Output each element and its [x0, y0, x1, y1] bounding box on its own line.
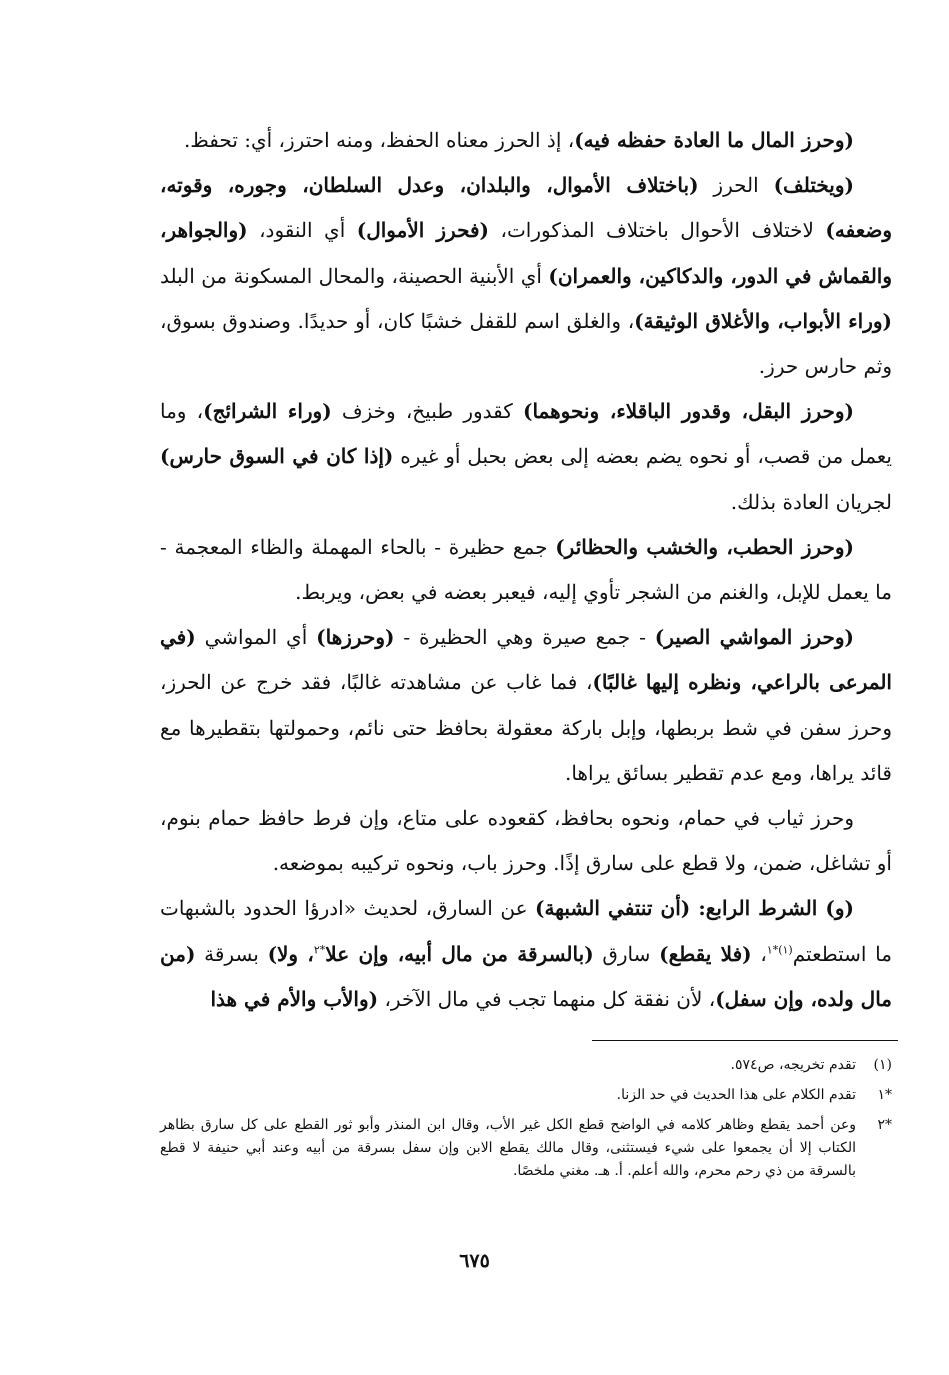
text-run: سارق — [593, 941, 660, 966]
bold-run: (فحرز الأموال) — [356, 218, 490, 243]
bold-run: (و) الشرط الرابع: (أن تنتفي الشبهة) — [535, 896, 854, 921]
text-run: - جمع صيرة وهي الحظيرة - — [394, 625, 655, 650]
footnote-mark: *١ — [877, 1087, 892, 1103]
footnote-marker: *٢ — [313, 943, 326, 956]
text-run: ، وما يعمل من قصب، أو نحوه يضم بعضه إلى بعض بحبل أو غيره — [160, 399, 892, 469]
bold-run: (باختلاف الأموال، والبلدان، وعدل السلطان، وجوره، وقوته، وضعفه) — [160, 173, 893, 243]
paragraph — [160, 615, 892, 796]
footnote — [160, 1054, 892, 1077]
bold-run: (وراء الشرائج) — [203, 399, 332, 424]
paragraph — [160, 163, 892, 389]
bold-run: ، ولا) — [267, 941, 314, 966]
text-run: ، إذ الحرز معناه الحفظ، ومنه احترز، أي: تحفظ. — [183, 128, 575, 152]
bold-run: (وحرز الحطب، والخشب والحظائر) — [555, 534, 854, 559]
text-run: أي المواشي — [195, 625, 317, 650]
text-run: كقدور طبيخ، وخزف — [331, 399, 523, 424]
paragraph — [160, 525, 892, 615]
text-run: لاختلاف الأحوال باختلاف المذكورات، — [489, 218, 826, 243]
paragraph — [160, 389, 892, 525]
bold-run: (ويختلف) — [773, 173, 854, 198]
bold-run: (والأب والأم في هذا — [210, 986, 379, 1011]
text-run: أي النقود، — [247, 218, 357, 243]
footnote — [160, 1114, 892, 1183]
paragraph — [160, 118, 892, 163]
footnote — [160, 1084, 892, 1107]
bold-run: (فلا يقطع) — [659, 941, 752, 966]
bold-run: (وحرز المواشي الصير) — [654, 625, 854, 650]
footnote-marker: (١)*١ — [766, 943, 793, 956]
bold-run: (والجواهر، والقماش في الدور، والدكاكين، والعمران) — [160, 218, 892, 288]
text-run: بسرقة — [195, 941, 268, 966]
text-run: أي الأبنية الحصينة، والمحال المسكونة من البلد — [160, 263, 549, 288]
text-run: الحرز — [698, 173, 774, 198]
bold-run: (وحرز البقل، وقدور الباقلاء، ونحوهما) — [523, 399, 855, 424]
bold-run: (وحرز المال ما العادة حفظه فيه) — [574, 128, 854, 152]
page-body — [160, 118, 892, 1022]
footnote-mark: *٢ — [877, 1117, 892, 1133]
text-run: جمع حظيرة - بالحاء المهملة والظاء المعجمة - ما يعمل للإبل، والغنم من الشجر تأوي إليه، فيعبر بعضه في بعض، ويربط. — [160, 534, 892, 605]
footnote-separator — [592, 1040, 898, 1041]
bold-run: (في المرعى بالراعي، ونظره إليها غالبًا) — [160, 625, 892, 695]
text-run: ، فما غاب عن مشاهدته غالبًا، فقد خرج عن الحرز، وحرز سفن في شط بربطها، وإبل باركة معقولة بحافظ حتى نائم، وحمولتها بتقطيرها مع قائد يراها، ومع عدم تقطير بسائق يراها. — [160, 670, 892, 785]
footnote-text: تقدم تخريجه، ص٥٧٤. — [730, 1057, 856, 1073]
bold-run: (من مال ولده، وإن سفل) — [160, 941, 892, 1011]
text-run: ، لأن نفقة كل منهما تجب في مال الآخر، — [378, 986, 716, 1011]
footnote-text: تقدم الكلام على هذا الحديث في حد الزنا. — [616, 1087, 856, 1103]
footnotes — [160, 1054, 892, 1190]
bold-run: (وراء الأبواب، والأغلاق الوثيقة) — [634, 308, 893, 333]
paragraph — [160, 796, 892, 886]
footnote-text: وعن أحمد يقطع وظاهر كلامه في الواضح قطع الكل غير الأب، وقال ابن المنذر وأبو ثور القطع على كل سارق بظاهر الكتاب إلا أن يجمعوا على شيء فيستثنى، وقال مالك يقطع الابن وإن سفل بسرقة من أبيه وعند أبي حنيفة لا قطع بالسرقة من ذي رحم محرم، والله أعلم. أ. هـ. مغني ملخصًا. — [160, 1117, 856, 1179]
text-run: وحرز ثياب في حمام، ونحوه بحافظ، كقعوده على متاع، وإن فرط حافظ حمام بنوم، أو تشاغل، ضمن، ولا قطع على سارق إذًا. وحرز باب، ونحوه تركيبه بموضعه. — [160, 806, 892, 876]
bold-run: (إذا كان في السوق حارس) — [160, 444, 394, 469]
page-number: ٦٧٥ — [459, 1250, 490, 1272]
text-run: عن السارق، لحديث «ادرؤا الحدود بالشبهات ما استطعتم — [160, 896, 892, 966]
bold-run: (وحرزها) — [316, 625, 395, 650]
paragraph — [160, 886, 892, 1022]
text-run: لجريان العادة بذلك. — [730, 489, 892, 514]
bold-run: (بالسرقة من مال أبيه، وإن علا — [325, 941, 594, 966]
text-run: ، والغلق اسم للقفل خشبًا كان، أو حديدًا. وصندوق بسوق، وثم حارس حرز. — [160, 308, 892, 379]
footnote-mark: (١) — [873, 1057, 892, 1073]
text-run: ، — [751, 941, 767, 966]
